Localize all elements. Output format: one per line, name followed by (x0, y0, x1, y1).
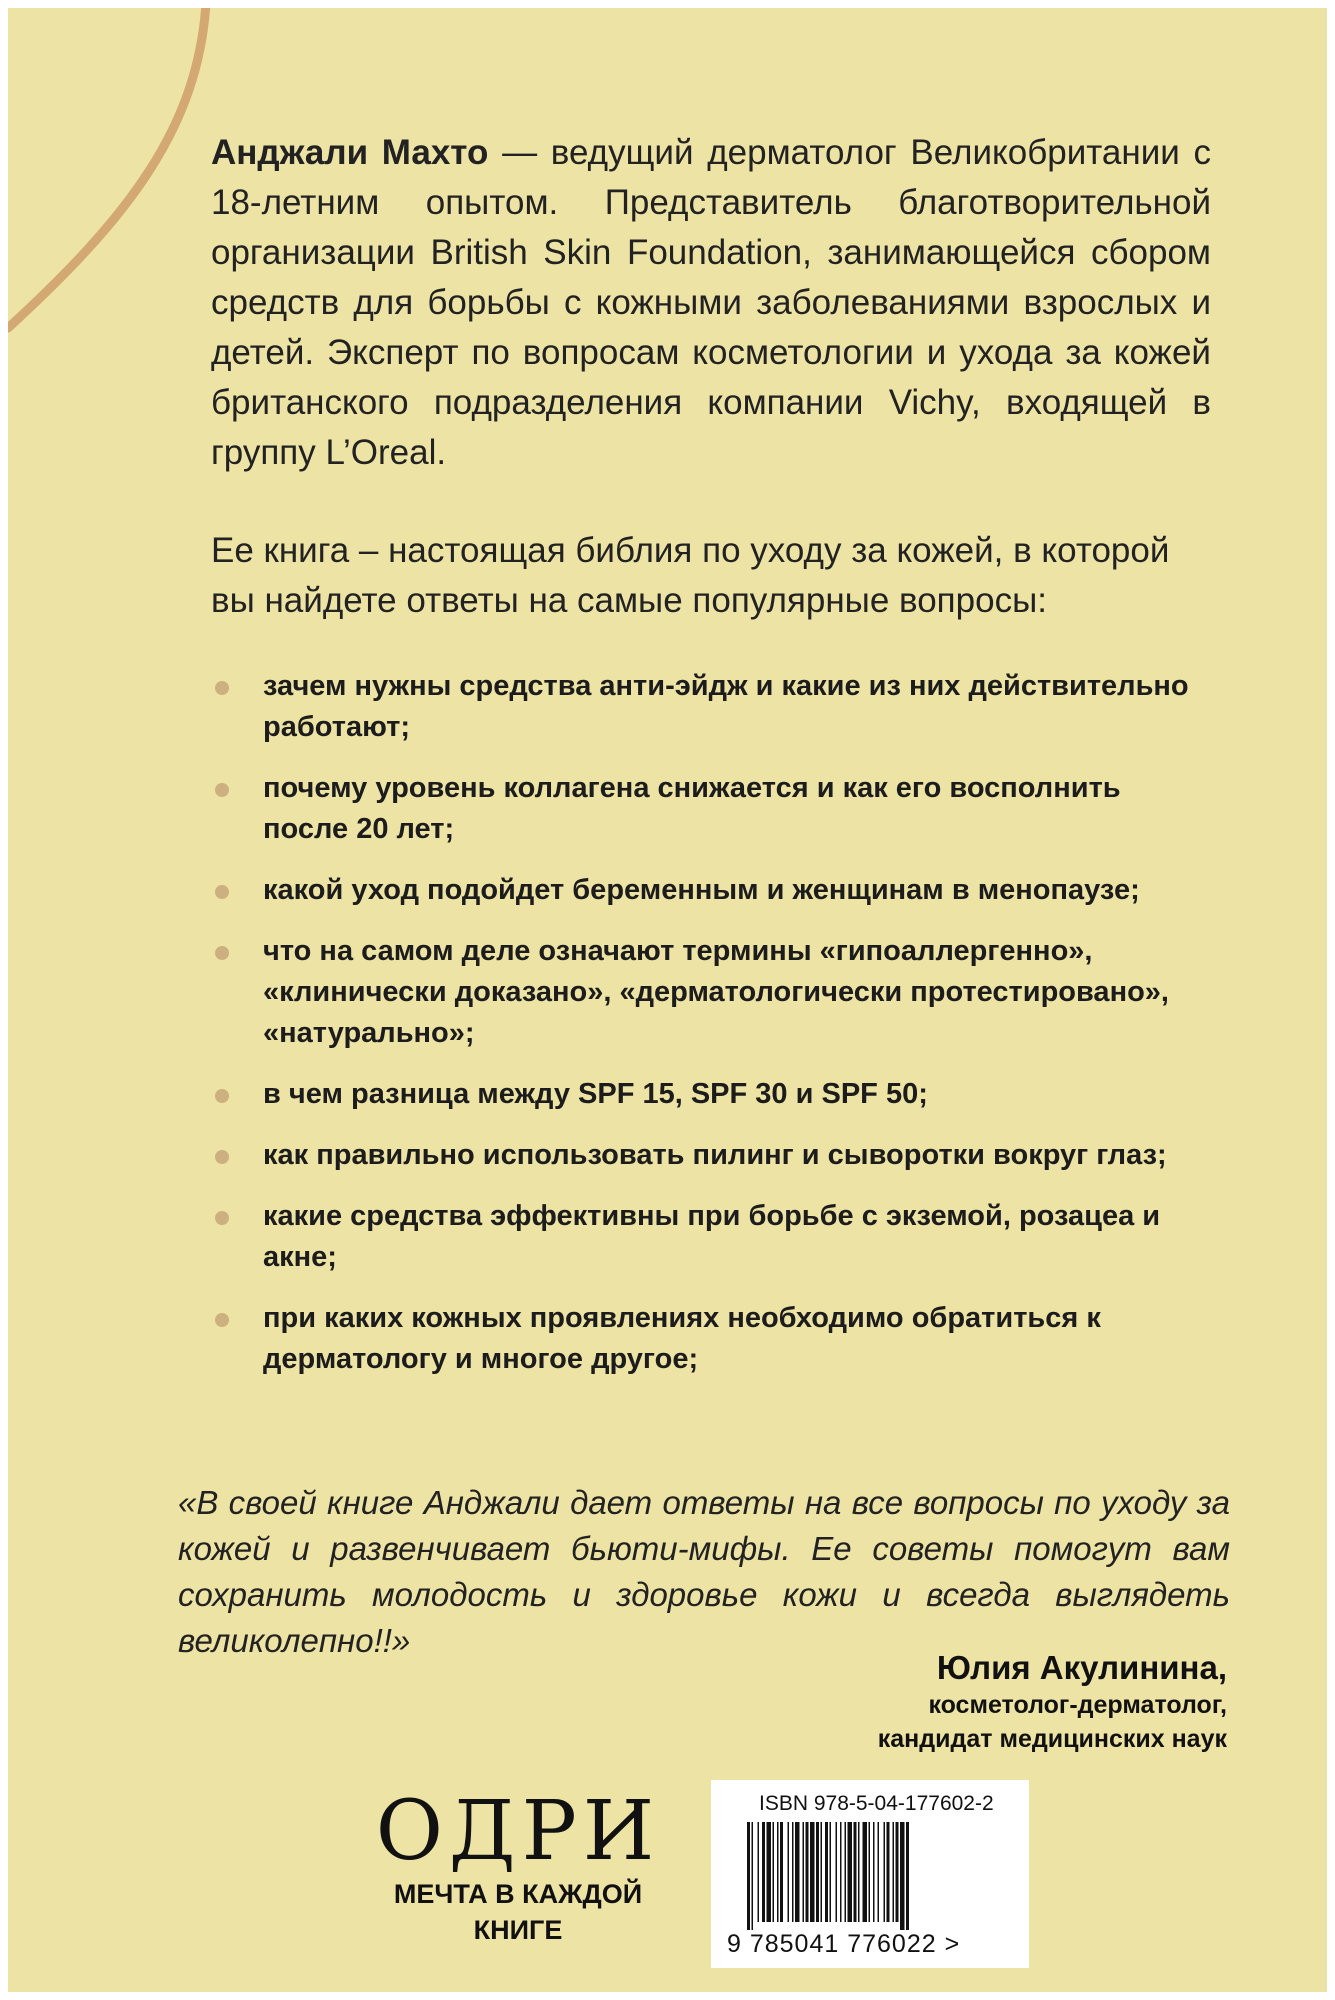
signature-degree: кандидат медицинских наук (877, 1725, 1227, 1753)
bullet-icon (215, 885, 229, 899)
bullet-icon (215, 1313, 229, 1327)
list-item (211, 1298, 1211, 1380)
barcode-icon (747, 1822, 997, 1932)
list-item-text: в чем разница между SPF 15, SPF 30 и SPF 50; (263, 1078, 928, 1110)
signature-role: косметолог-дерматолог, (928, 1691, 1227, 1719)
list-item (211, 931, 1211, 1054)
list-item (211, 870, 1211, 911)
bullet-icon (215, 1211, 229, 1225)
list-item-text: какие средства эффективны при борьбе с экземой, розацеа и акне; (263, 1200, 1161, 1273)
intro-text: Ее книга – настоящая библия по уходу за кожей, в которой вы найдете ответы на самые популярные вопросы: (211, 531, 1170, 620)
author-name: Анджали Махто (211, 133, 489, 172)
signature-name: Юлия Акулинина, (936, 1649, 1227, 1686)
list-item (211, 666, 1211, 748)
bullet-icon (215, 681, 229, 695)
topics-list (211, 666, 1211, 1400)
list-item (211, 768, 1211, 850)
list-item-text: какой уход подойдет беременным и женщинам в менопаузе; (263, 874, 1140, 906)
quote-signature (878, 1648, 1227, 1756)
list-item-text: что на самом деле означают термины «гипоаллергенно», «клинически доказано», «дерматологически протестировано», «натурально»; (263, 935, 1169, 1049)
list-item-text: зачем нужны средства анти-эйдж и какие из них действительно работают; (263, 670, 1189, 743)
author-bio (211, 128, 1211, 478)
list-item-text: почему уровень коллагена снижается и как его восполнить после 20 лет; (263, 772, 1121, 845)
bullet-icon (215, 946, 229, 960)
isbn-digits: 9 785041 776022 > (727, 1930, 961, 1958)
bullet-icon (215, 1150, 229, 1164)
isbn-label: ISBN 978-5-04-177602-2 (759, 1792, 994, 1815)
publisher-logo (368, 1784, 668, 1948)
list-item (211, 1135, 1211, 1176)
isbn-barcode-box (711, 1780, 1029, 1968)
bullet-icon (215, 1089, 229, 1103)
list-item (211, 1196, 1211, 1278)
publisher-tagline: МЕЧТА В КАЖДОЙ (393, 1879, 643, 1909)
bio-text: — ведущий дерматолог Великобритании с 18-летним опытом. Представитель благотворительной организации British Skin Foundation, занимающейся сбором средств для борьбы с кожными заболеваниями взрослых и детей. Эксперт по вопросам косметологии и ухода за кожей британского подразделения компании Vichy, входящей в группу L’Oreal. (211, 133, 1212, 472)
list-item (211, 1074, 1211, 1115)
publisher-tagline-2: КНИГЕ (473, 1915, 563, 1945)
list-item-text: как правильно использовать пилинг и сыворотки вокруг глаз; (263, 1139, 1167, 1171)
list-item-text: при каких кожных проявлениях необходимо обратиться к дерматологу и многое другое; (263, 1302, 1101, 1375)
publisher-brand: ОДРИ (375, 1784, 661, 1879)
back-cover (8, 8, 1327, 1992)
testimonial-quote: «В своей книге Анджали дает ответы на все вопросы по уходу за кожей и развенчивает бьюти-мифы. Ее советы помогут вам сохранить молодость и здоровье кожи и всегда выглядеть великолепно!!» (178, 1484, 1230, 1659)
bullet-icon (215, 783, 229, 797)
